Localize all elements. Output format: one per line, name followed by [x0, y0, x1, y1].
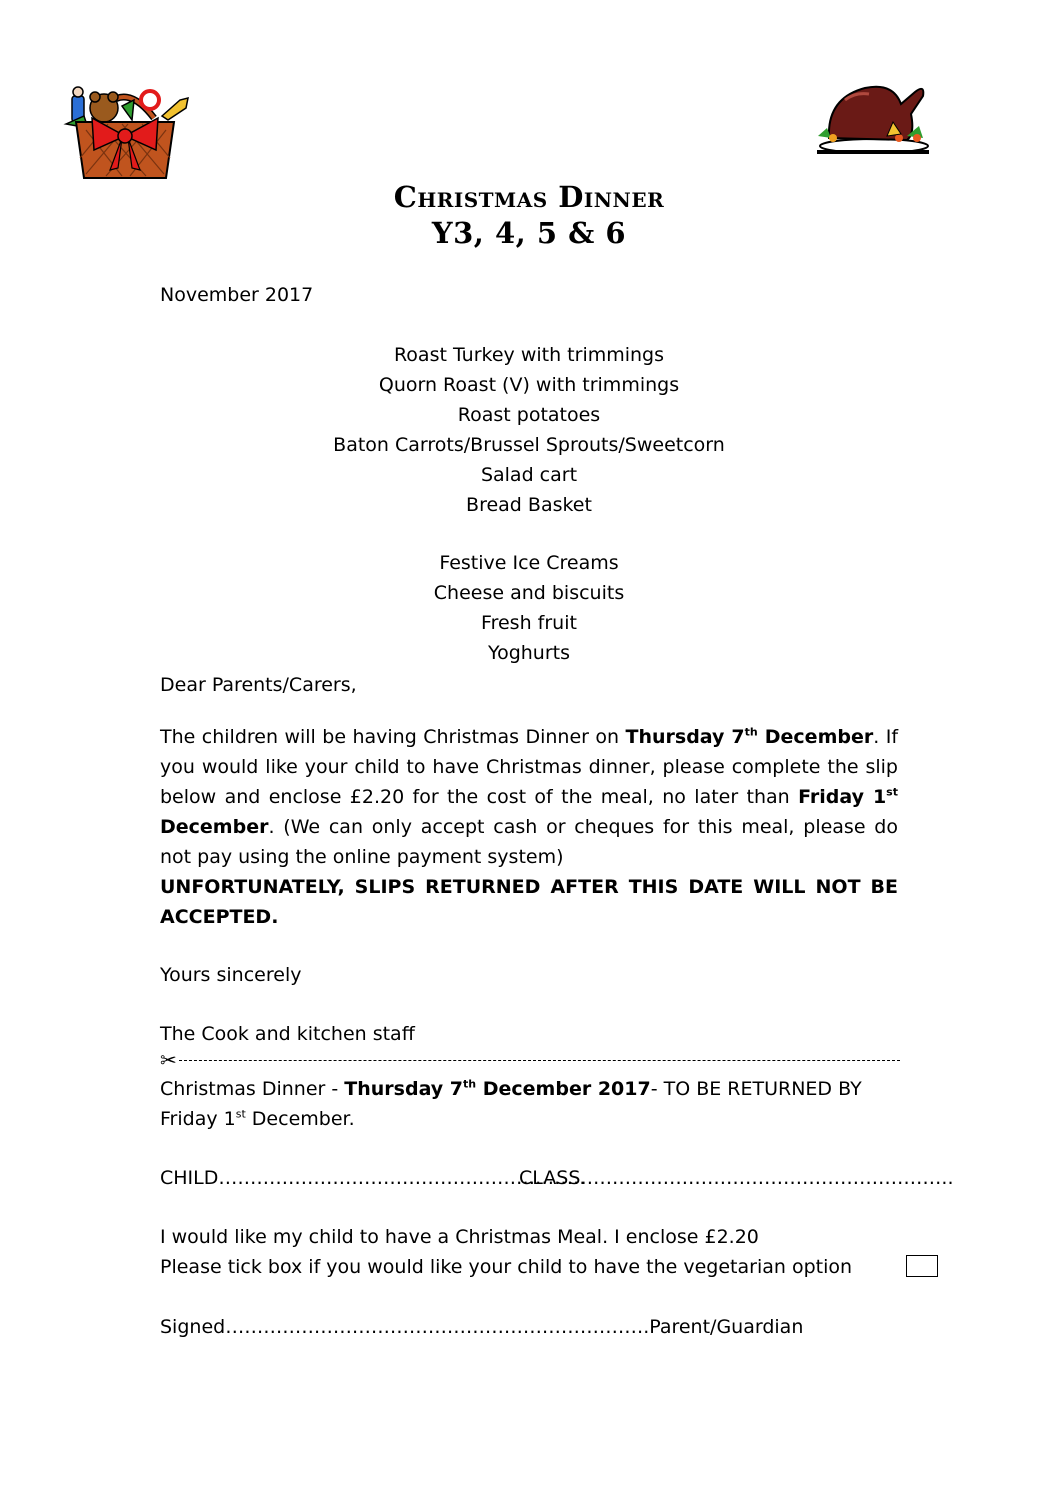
slip-date-suffix: th	[463, 1077, 477, 1091]
scissors-icon: ✂	[160, 1048, 177, 1072]
slip-return-date	[160, 1104, 355, 1134]
signature-field[interactable]: Signed………………………………………………………….Parent/Guardian	[160, 1316, 804, 1338]
menu-item: Yoghurts	[487, 642, 570, 664]
date-day: Thursday 7	[625, 726, 745, 748]
slip-text: - TO BE RETURNED BY	[650, 1078, 862, 1100]
menu-desserts	[0, 548, 1058, 668]
child-name-field[interactable]: CHILD………………………………………………….	[160, 1167, 586, 1189]
sender: The Cook and kitchen staff	[160, 1023, 415, 1045]
slip-text: December.	[245, 1108, 355, 1130]
menu-item: Roast Turkey with trimmings	[393, 344, 665, 366]
class-field[interactable]: CLASS…………………………………………………..	[519, 1167, 954, 1189]
menu-item: Bread Basket	[466, 494, 592, 516]
menu-item: Baton Carrots/Brussel Sprouts/Sweetcorn	[333, 434, 725, 456]
slip-heading	[160, 1074, 862, 1104]
menu-item: Cheese and biscuits	[433, 582, 625, 604]
menu-item: Festive Ice Creams	[439, 552, 619, 574]
slip-text: Friday 1	[160, 1108, 236, 1130]
deadline-month: December	[160, 816, 269, 838]
date-suffix: th	[744, 725, 758, 739]
deadline-day: Friday 1	[798, 786, 887, 808]
slip-date	[344, 1078, 650, 1100]
menu-item: Fresh fruit	[481, 612, 577, 634]
greeting: Dear Parents/Carers,	[160, 674, 357, 696]
menu-item: Roast potatoes	[457, 404, 601, 426]
roast-turkey-icon	[815, 78, 933, 160]
menu-item: Salad cart	[480, 464, 578, 486]
vegetarian-tick-box[interactable]	[906, 1255, 938, 1277]
cut-line	[160, 1045, 900, 1075]
vegetarian-option-label: Please tick box if you would like your child to have the vegetarian option	[160, 1256, 853, 1278]
slip-date-suffix: st	[235, 1107, 246, 1121]
signoff: Yours sincerely	[160, 964, 302, 986]
dinner-date	[626, 726, 874, 748]
slip-date-day: Thursday 7	[344, 1078, 464, 1100]
late-warning: UNFORTUNATELY, SLIPS RETURNED AFTER THIS DATE WILL NOT BE ACCEPTED.	[160, 876, 898, 928]
letter-paragraph	[160, 722, 898, 872]
page-subtitle: Y3, 4, 5 & 6	[431, 216, 627, 250]
date-month: December	[757, 726, 874, 748]
body-text: . If you would like your child to have Christmas dinner, please complete the slip below and enclose £2.20 for the cost of the meal, no later than	[160, 726, 899, 808]
letter-date: November 2017	[160, 284, 314, 306]
deadline-suffix: st	[886, 785, 898, 799]
letter-body	[160, 722, 898, 932]
gift-basket-icon	[62, 78, 197, 183]
slip-text: Christmas Dinner -	[160, 1078, 345, 1100]
page-title: Christmas Dinner	[393, 180, 665, 214]
menu-mains	[0, 340, 1058, 520]
dashed-divider	[179, 1060, 900, 1061]
body-text: The children will be having Christmas Dinner on	[160, 726, 626, 748]
meal-confirmation: I would like my child to have a Christmas Meal. I enclose £2.20	[160, 1226, 759, 1248]
slip-date-rest: December 2017	[476, 1078, 651, 1100]
body-text: . (We can only accept cash or cheques for this meal, please do not pay using the online payment system)	[160, 816, 898, 868]
menu-item: Quorn Roast (V) with trimmings	[378, 374, 680, 396]
